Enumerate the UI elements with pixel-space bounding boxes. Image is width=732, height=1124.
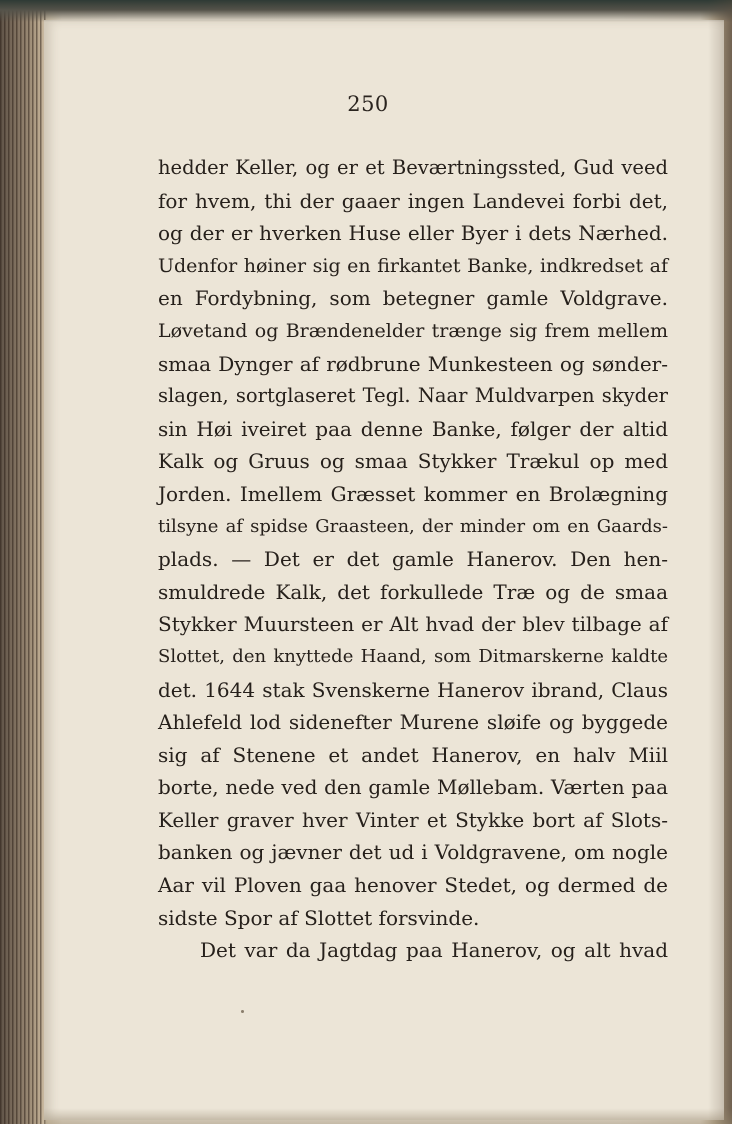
text-line: Stykker Muursteen er Alt hvad der blev tilbage af: [158, 612, 668, 637]
bottom-edge-shade: [44, 1108, 732, 1124]
text-line: og der er hverken Huse eller Byer i dets Nærhed.: [158, 221, 668, 246]
text-line: tilsyne af spidse Graasteen, der minder om en Gaards-: [158, 515, 668, 537]
top-edge-shadow: [0, 0, 732, 22]
text-line: smuldrede Kalk, det forkullede Træ og de smaa: [158, 579, 668, 604]
text-line: Udenfor høiner sig en firkantet Banke, indkredset af: [158, 254, 668, 277]
text-line: en Fordybning, som betegner gamle Voldgrave.: [158, 286, 668, 311]
text-line: for hvem, thi der gaaer ingen Landevei forbi det,: [158, 188, 668, 213]
text-line: Slottet, den knyttede Haand, som Ditmarskerne kaldte: [158, 645, 668, 667]
text-line: borte, nede ved den gamle Møllebam. Værten paa: [158, 775, 668, 800]
text-line: Kalk og Gruus og smaa Stykker Trækul op med: [158, 449, 668, 474]
text-line: banken og jævner det ud i Voldgravene, om nogle: [158, 840, 668, 865]
text-line: Keller graver hver Vinter et Stykke bort af Slots-: [158, 807, 668, 832]
text-line: sin Høi iveiret paa denne Banke, følger der altid: [158, 416, 668, 441]
text-line: Ahlefeld lod sidenefter Murene sløife og byggede: [158, 710, 668, 735]
page-number: 250: [347, 92, 389, 116]
text-line: plads. — Det er det gamle Hanerov. Den hen-: [158, 547, 668, 572]
text-line: Løvetand og Brændenelder trænge sig frem mellem: [158, 319, 668, 342]
text-line-paragraph-end: sidste Spor af Slottet forsvinde.: [158, 905, 480, 930]
text-line: hedder Keller, og er et Beværtningssted, Gud veed: [158, 156, 668, 179]
page-edges: [0, 0, 48, 1124]
text-line: Jorden. Imellem Græsset kommer en Brolægning: [158, 481, 668, 506]
body-text: [158, 152, 668, 967]
text-line: det. 1644 stak Svenskerne Hanerov ibrand, Claus: [158, 677, 668, 702]
text-line: slagen, sortglaseret Tegl. Naar Muldvarpen skyder: [158, 384, 668, 408]
text-line: Aar vil Ploven gaa henover Stedet, og dermed de: [158, 873, 668, 898]
text-line: sig af Stenene et andet Hanerov, en halv Miil: [158, 742, 668, 767]
text-line: smaa Dynger af rødbrune Munkesteen og sønder-: [158, 351, 668, 376]
text-line-paragraph-start: Det var da Jagtdag paa Hanerov, og alt hvad: [200, 938, 668, 963]
paper-speck: [241, 1010, 244, 1013]
right-edge-shade: [708, 0, 732, 1124]
